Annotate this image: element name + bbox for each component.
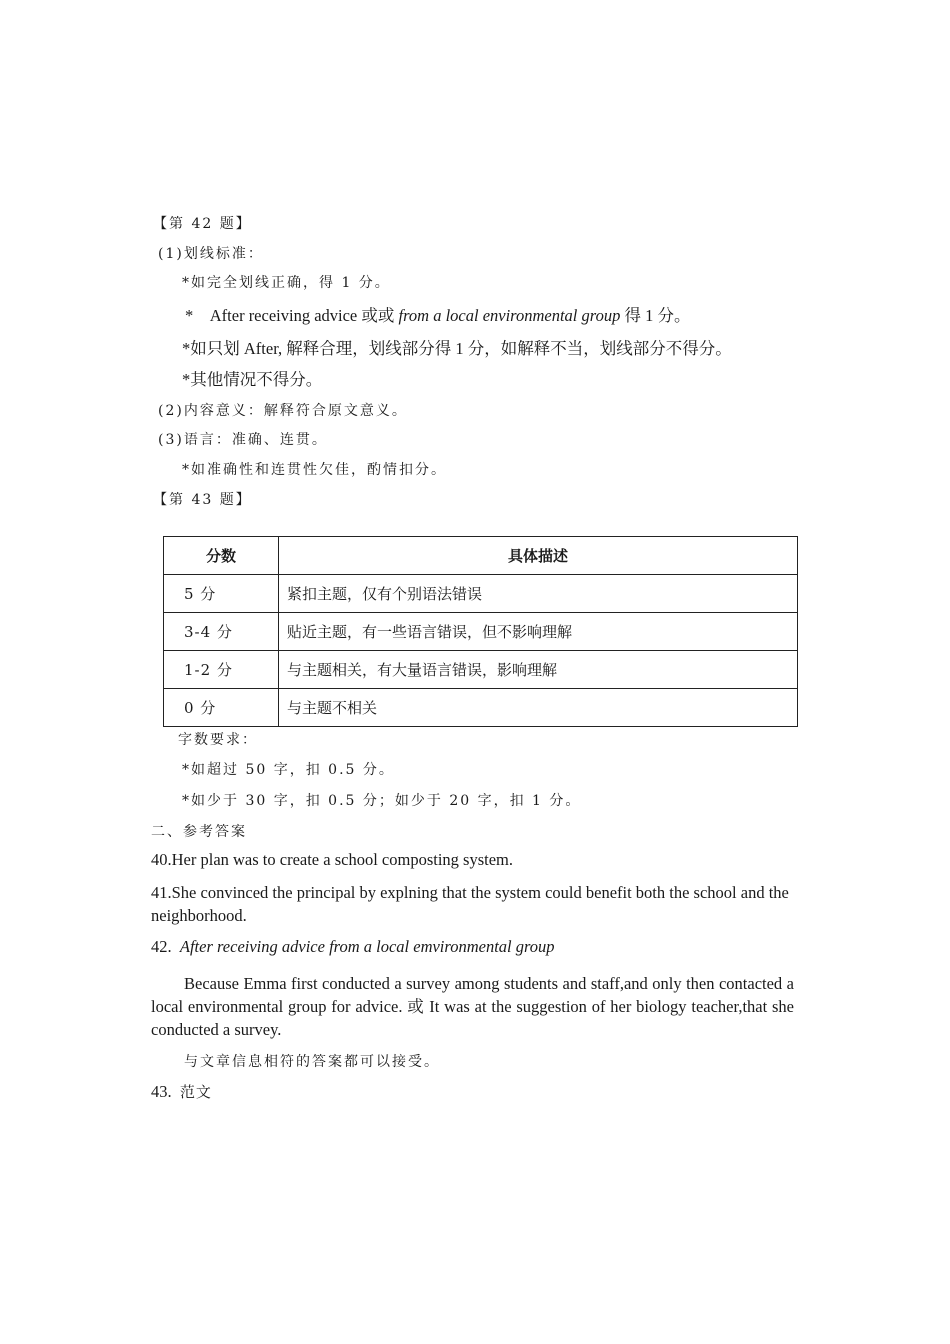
table-cell-description: 与主题相关，有大量语言错误，影响理解 xyxy=(279,651,798,689)
answer-42-number: 42. xyxy=(151,937,172,956)
answer-41: 41.She convinced the principal by explning that the system could benefit both the school and the neighborhood. xyxy=(151,883,789,925)
table-header-description: 具体描述 xyxy=(279,537,798,575)
q42-bullet-2 xyxy=(185,306,690,326)
table-header-score: 分数 xyxy=(164,537,279,575)
table-cell-score: 5 分 xyxy=(164,575,279,613)
bullet-2-italic: from a local environmental group xyxy=(398,306,621,325)
answer-42-note: 与文章信息相符的答案都可以接受。 xyxy=(184,1054,440,1070)
table-cell-description: 贴近主题，有一些语言错误，但不影响理解 xyxy=(279,613,798,651)
table-row xyxy=(164,689,798,727)
q42-heading: 【第 42 题】 xyxy=(153,216,252,232)
bullet-2-text: After receiving advice 或或 xyxy=(209,306,399,325)
word-rule-2: *如少于 30 字，扣 0.5 分；如少于 20 字，扣 1 分。 xyxy=(182,793,582,809)
table-row xyxy=(164,651,798,689)
table-header-row xyxy=(164,537,798,575)
word-rule-1: *如超过 50 字，扣 0.5 分。 xyxy=(182,762,395,778)
q42-bullet-1: *如完全划线正确，得 1 分。 xyxy=(182,275,391,291)
table-cell-score: 3-4 分 xyxy=(164,613,279,651)
answer-40: 40.Her plan was to create a school composting system. xyxy=(151,850,513,869)
q42-item2: (2)内容意义：解释符合原文意义。 xyxy=(158,403,408,419)
answer-43-text: 范文 xyxy=(179,1083,212,1101)
word-requirement-label: 字数要求： xyxy=(178,732,258,748)
table-cell-description: 紧扣主题，仅有个别语法错误 xyxy=(279,575,798,613)
q42-item1-title: (1)划线标准： xyxy=(158,246,264,262)
answer-43-line xyxy=(151,1082,212,1102)
table-cell-score: 1-2 分 xyxy=(164,651,279,689)
table-cell-score: 0 分 xyxy=(164,689,279,727)
table-row xyxy=(164,613,798,651)
q43-heading: 【第 43 题】 xyxy=(153,492,252,508)
q42-item3: (3)语言：准确、连贯。 xyxy=(158,432,328,448)
bullet-2-tail: 得 1 分。 xyxy=(620,306,691,325)
answer-42-italic: After receiving advice from a local emvironmental group xyxy=(179,937,555,956)
q42-bullet-3: *如只划 After, 解释合理，划线部分得 1 分，如解释不当，划线部分不得分。 xyxy=(182,339,732,358)
answer-43-number: 43. xyxy=(151,1082,172,1101)
table-row xyxy=(164,575,798,613)
table-cell-description: 与主题不相关 xyxy=(279,689,798,727)
answer-42-line xyxy=(151,937,555,957)
scoring-table xyxy=(163,536,798,727)
answers-section-title: 二、参考答案 xyxy=(151,824,247,840)
q42-bullet-5: *如准确性和连贯性欠佳，酌情扣分。 xyxy=(182,462,447,478)
answer-42-paragraph: Because Emma first conducted a survey among students and staff,and only then contacted a local environmental group for advice. 或 It was at the suggestion of her biology teacher,that she conducted a survey. xyxy=(151,974,794,1039)
bullet-star: * xyxy=(185,306,194,325)
q42-bullet-4: *其他情况不得分。 xyxy=(182,370,323,389)
